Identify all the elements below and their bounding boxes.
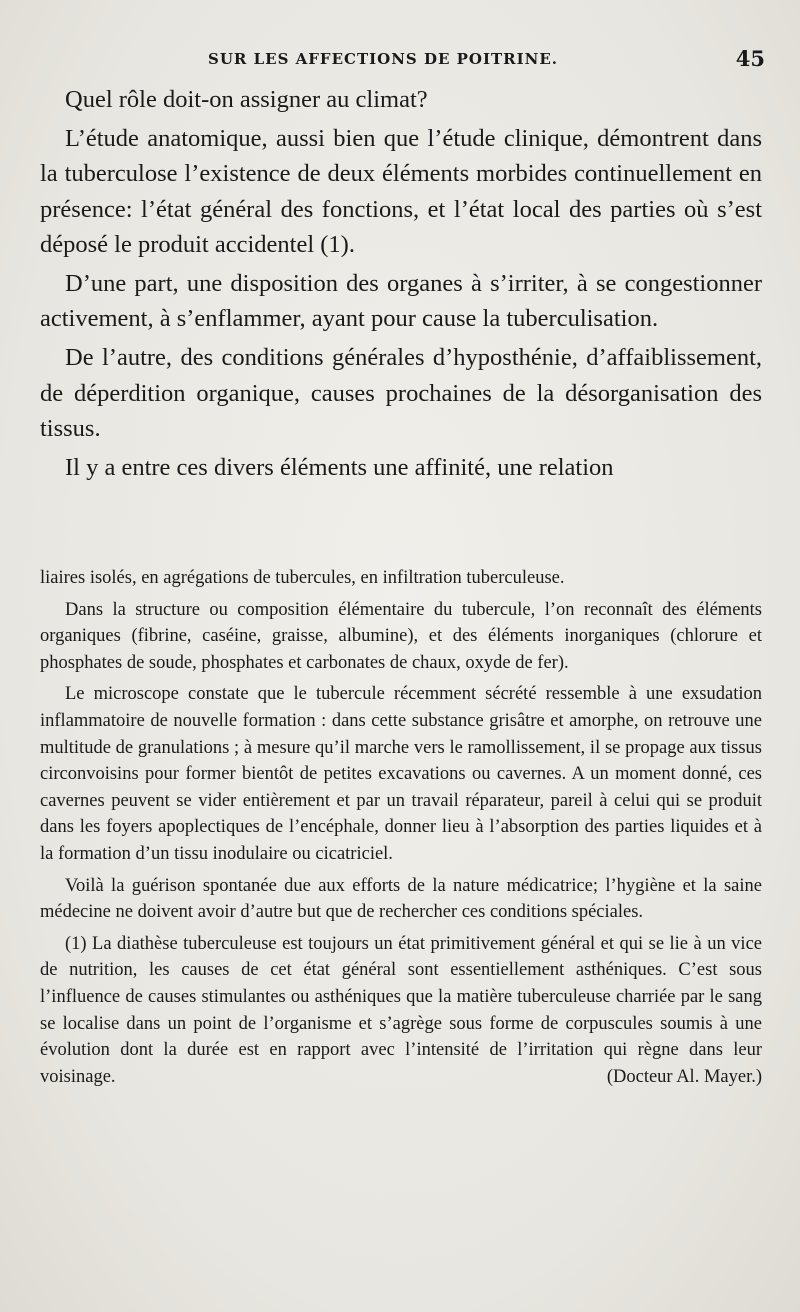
note-diathesis: (1) La diathèse tuberculeuse est toujours un état primitivement général et qui se lie à un vice de nutrition, les causes de cet état général sont essentiellement asthéniques. C’est sous l’influence de causes stimulantes ou asthéniques que la matière tuberculeuse charriée par le sang se localise dans un point de l’organisme et s’agrège sous forme de corpuscules soumis à une évolution dont la durée est en rapport avec l’intensité de l’irritation qui règne dans leur voisinage. [40, 933, 762, 1087]
paragraph-other-hand: De l’autre, des conditions générales d’hyposthénie, d’affaiblissement, de déperdition organique, causes prochaines de la désorganisation des tissus. [40, 344, 762, 442]
paragraph-one-hand: D’une part, une disposition des organes à s’irriter, à se congestionner activement, à s’enflammer, ayant pour cause la tuberculisation. [40, 270, 762, 333]
note-continuation: liaires isolés, en agrégations de tubercules, en infiltration tuberculeuse. [40, 568, 565, 588]
paragraph-anatomy: L’étude anatomique, aussi bien que l’étude clinique, démontrent dans la tuberculose l’existence de deux éléments morbides continuellement en présence: l’état général des fonctions, et l’état local des parties où s’est déposé le produit accidentel (1). [40, 125, 762, 258]
paragraph-affinity: Il y a entre ces divers éléments une affinité, une relation [65, 454, 614, 482]
main-text [40, 82, 762, 485]
paragraph-question: Quel rôle doit-on assigner au climat? [65, 86, 428, 113]
note-composition: Dans la structure ou composition élémentaire du tubercule, l’on reconnaît des éléments organiques (fibrine, caséine, graisse, albumine), et des éléments inorganiques (chlorure et phosphates de soude, phosphates et carbonates de chaux, oxyde de fer). [40, 599, 762, 673]
page-number: 45 [735, 46, 765, 71]
footnotes [40, 565, 762, 1090]
note-microscope: Le microscope constate que le tubercule récemment sécrété ressemble à une exsudation inflammatoire de nouvelle formation : dans cette substance grisâtre et amorphe, on retrouve une multitude de granulations ; à mesure qu’il marche vers le ramollissement, il se propage aux tissus circonvoisins pour former bientôt de petites excavations ou cavernes. A un moment donné, ces cavernes peuvent se vider entièrement et par un travail réparateur, pareil à celui qui se produit dans les foyers apoplectiques de l’encéphale, donner lieu à l’absorption des parties liquides et à la formation d’un tissu inodulaire ou cicatriciel. [40, 684, 762, 864]
note-healing: Voilà la guérison spontanée due aux efforts de la nature médicatrice; l’hygiène et la saine médecine ne doivent avoir d’autre but que de rechercher ces conditions spéciales. [40, 875, 762, 923]
note-signature: (Docteur Al. Mayer.) [606, 1066, 762, 1087]
running-title: SUR LES AFFECTIONS DE POITRINE. [208, 50, 558, 68]
page-header [40, 46, 765, 76]
